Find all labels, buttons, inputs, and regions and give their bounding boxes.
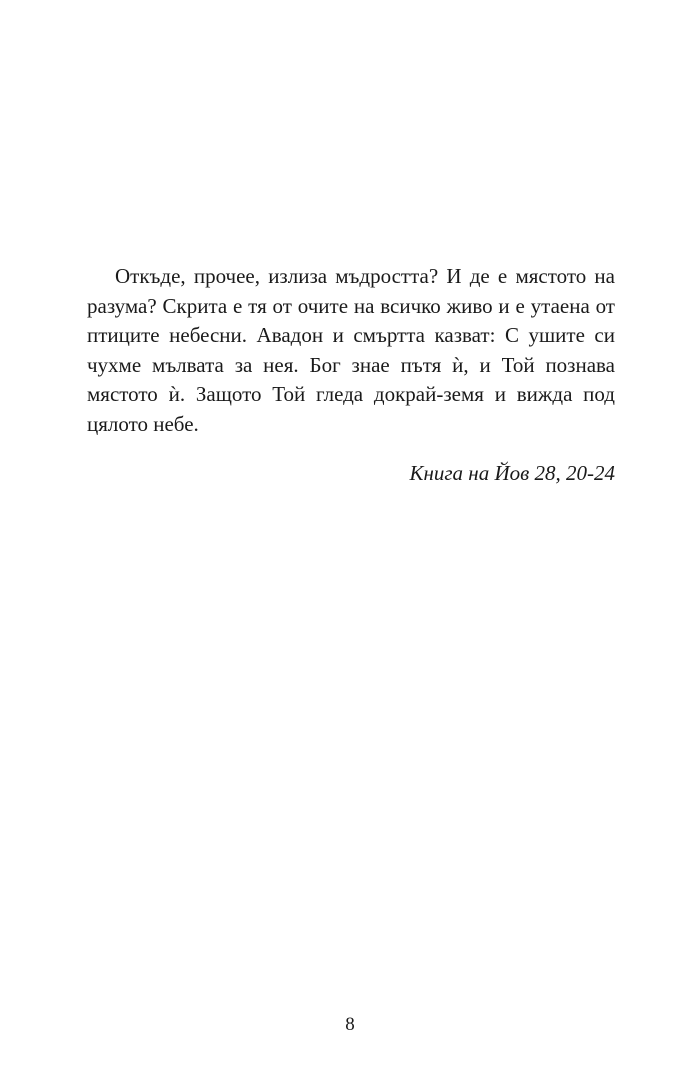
page-number: 8	[345, 1014, 355, 1035]
epigraph-quote: Откъде, прочее, излиза мъдростта? И де е мястото на разума? Скрита е тя от очите на всичко живо и е утаена от птиците небесни. Авадон и смъртта казват: С ушите си чухме мълвата за нея. Бог знае пътя ѝ, и Той познава мястото ѝ. Защото Той гледа докрай-земя и вижда под цялото небе.	[87, 264, 615, 436]
epigraph-source: Книга на Йов 28, 20-24	[409, 461, 615, 485]
epigraph	[87, 262, 615, 489]
